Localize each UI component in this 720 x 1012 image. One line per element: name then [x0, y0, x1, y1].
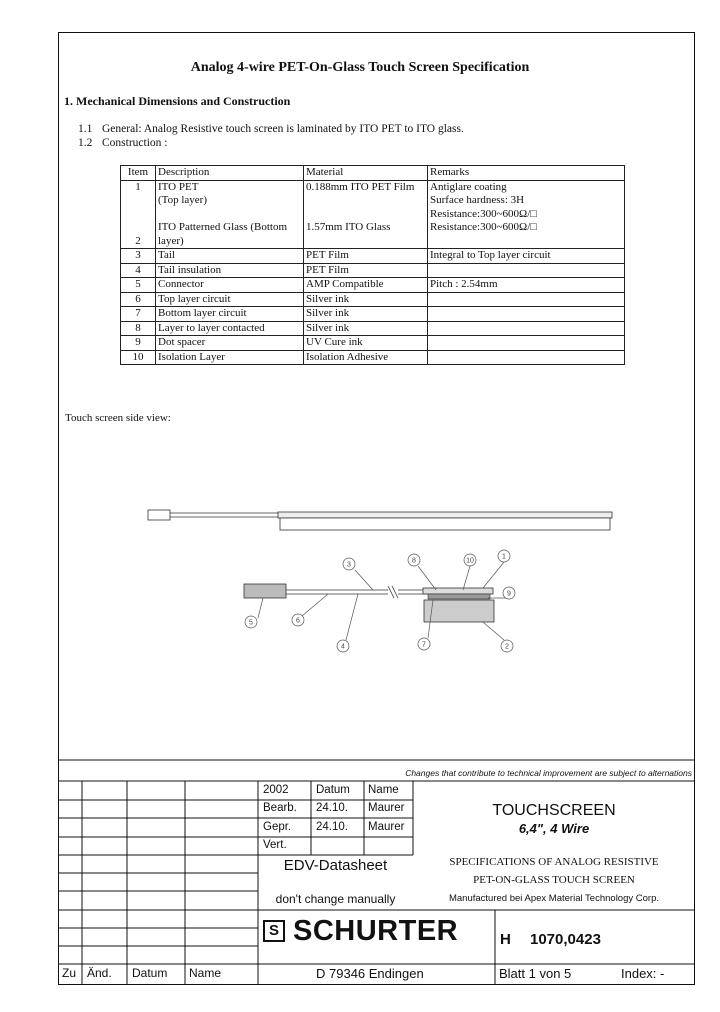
cell-remarks: Resistance:300~600Ω/□ [428, 221, 625, 235]
schurter-logo-icon: S [263, 920, 285, 942]
gepr-date: 24.10. [316, 821, 348, 833]
cell-description: Top layer circuit [156, 292, 304, 307]
cell-item: 5 [121, 278, 156, 293]
bearb-date: 24.10. [316, 802, 348, 814]
cell-description: (Top layer) [156, 194, 304, 208]
h-label: H [500, 931, 511, 948]
side-view-label: Touch screen side view: [65, 412, 171, 424]
zu-label: Zu [62, 966, 77, 980]
bearb-name: Maurer [368, 802, 405, 814]
brand-name: SCHURTER [293, 915, 459, 947]
location: D 79346 Endingen [316, 966, 424, 981]
product-name: TOUCHSCREEN [492, 802, 616, 819]
datum-label: Datum [132, 966, 168, 980]
construction-text: Construction : [102, 137, 168, 149]
cell-material: 1.57mm ITO Glass [304, 221, 428, 235]
bearb-label: Bearb. [263, 802, 297, 814]
cell-item: 10 [121, 350, 156, 365]
cell-material: AMP Compatible [304, 278, 428, 293]
header-remarks: Remarks [428, 166, 625, 181]
header-item: Item [121, 166, 156, 181]
gepr-name: Maurer [368, 821, 405, 833]
callout-label-4: 4 [341, 643, 345, 651]
edv-datasheet: EDV-Datasheet [283, 857, 388, 874]
cell-item: 4 [121, 263, 156, 278]
improvement-note: Changes that contribute to technical improvement are subject to alternations [405, 768, 692, 778]
document-number: 1070,0423 [530, 931, 601, 948]
cell-description: ITO Patterned Glass (Bottom [156, 221, 304, 235]
spec-line-1: SPECIFICATIONS OF ANALOG RESISTIVE [449, 856, 659, 868]
header-material: Material [304, 166, 428, 181]
callout-label-9: 9 [507, 590, 511, 598]
callout-label-5: 5 [249, 619, 253, 627]
cell-remarks: Resistance:300~600Ω/□ [428, 208, 625, 222]
cell-description: Layer to layer contacted [156, 321, 304, 336]
gepr-label: Gepr. [263, 821, 292, 833]
cell-remarks: Integral to Top layer circuit [428, 249, 625, 264]
cell-item: 9 [121, 336, 156, 351]
general-number: 1.1 [78, 123, 93, 135]
callout-label-1: 1 [502, 553, 506, 561]
cell-description: Dot spacer [156, 336, 304, 351]
header-description: Description [156, 166, 304, 181]
dont-change-note: don't change manually [275, 892, 396, 906]
cell-material: 0.188mm ITO PET Film [304, 180, 428, 194]
cell-item: 8 [121, 321, 156, 336]
cell-remarks: Pitch : 2.54mm [428, 278, 625, 293]
index-label: Index: - [621, 966, 665, 981]
name-header: Name [368, 784, 399, 796]
cell-description: Tail insulation [156, 263, 304, 278]
cell-material: PET Film [304, 263, 428, 278]
callout-label-3: 3 [347, 561, 351, 569]
year-cell: 2002 [263, 784, 289, 796]
callout-label-8: 8 [412, 557, 416, 565]
cell-description: layer) [156, 235, 304, 249]
spec-line-2: PET-ON-GLASS TOUCH SCREEN [473, 874, 635, 886]
callout-label-6: 6 [296, 617, 300, 625]
construction-number: 1.2 [78, 137, 93, 149]
cell-material: Silver ink [304, 292, 428, 307]
callout-label-10: 10 [466, 557, 474, 565]
cell-material: Silver ink [304, 321, 428, 336]
datum-header: Datum [316, 784, 350, 796]
cell-material: UV Cure ink [304, 336, 428, 351]
vert-label: Vert. [263, 839, 287, 851]
cell-item: 1 [121, 180, 156, 194]
name-label: Name [189, 966, 222, 980]
cell-description: Connector [156, 278, 304, 293]
and-label: Änd. [87, 966, 112, 980]
page-title: Analog 4-wire PET-On-Glass Touch Screen Specification [190, 60, 530, 75]
cell-item: 7 [121, 307, 156, 322]
section-heading: 1. Mechanical Dimensions and Construction [64, 94, 291, 108]
callout-label-7: 7 [422, 641, 426, 649]
cell-material: Silver ink [304, 307, 428, 322]
cell-remarks: Antiglare coating [428, 180, 625, 194]
cell-description: ITO PET [156, 180, 304, 194]
cell-item: 6 [121, 292, 156, 307]
cell-description: Bottom layer circuit [156, 307, 304, 322]
product-size: 6,4", 4 Wire [518, 821, 590, 836]
cell-material: PET Film [304, 249, 428, 264]
cell-remarks: Surface hardness: 3H [428, 194, 625, 208]
cell-description: Isolation Layer [156, 350, 304, 365]
callout-label-2: 2 [505, 643, 509, 651]
manufacturer-note: Manufactured bei Apex Material Technology Corp. [448, 893, 659, 904]
cell-item: 2 [121, 235, 156, 249]
cell-item: 3 [121, 249, 156, 264]
sheet-number: Blatt 1 von 5 [499, 966, 572, 981]
cell-material: Isolation Adhesive [304, 350, 428, 365]
cell-description: Tail [156, 249, 304, 264]
general-text: General: Analog Resistive touch screen is laminated by ITO PET to ITO glass. [102, 123, 464, 135]
